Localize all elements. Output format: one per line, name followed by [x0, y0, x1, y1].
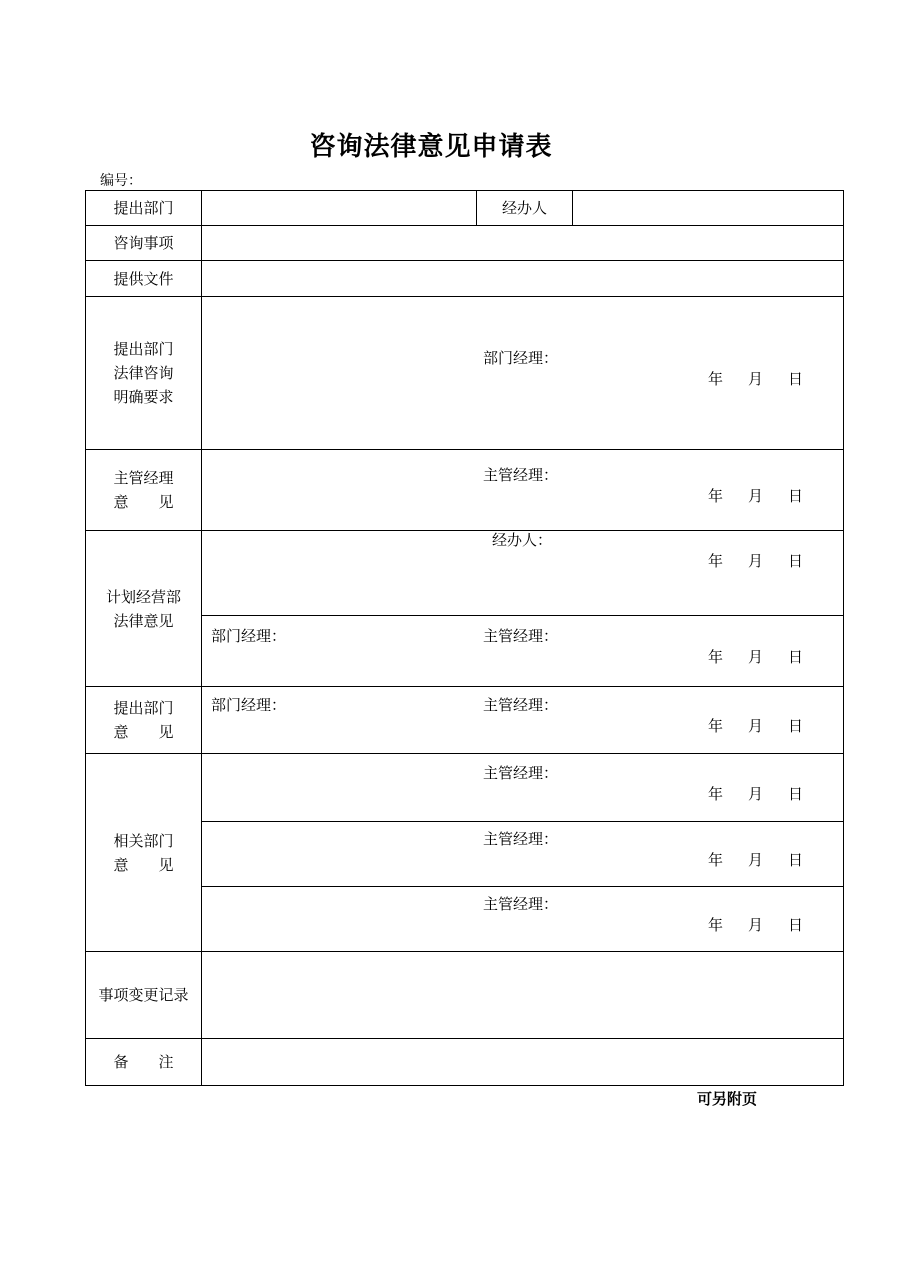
- date-month: 月: [748, 916, 764, 934]
- date-year: 年: [708, 487, 724, 505]
- dept-manager-signature-label: 部门经理：: [483, 349, 559, 367]
- related-opinion-field-1[interactable]: [202, 754, 844, 822]
- planning-opinion-field-1[interactable]: [202, 531, 844, 616]
- remarks-label-char2: 注: [158, 1053, 174, 1071]
- supervisor-opinion-label-char1: 意: [113, 493, 129, 511]
- form-row-supervisor-opinion: [86, 450, 844, 531]
- supervisor-signature-label: 主管经理：: [483, 466, 559, 484]
- form-row-planning-opinion-1: [86, 531, 844, 616]
- date-month: 月: [748, 851, 764, 869]
- application-form-table: [85, 190, 844, 1086]
- attachment-note: 可另附页: [697, 1090, 758, 1108]
- related-dept-opinion-label-char1: 意: [113, 855, 129, 874]
- dept-manager-signature-label: 部门经理：: [211, 627, 287, 645]
- date-day: 日: [788, 784, 804, 803]
- matter-label: 咨询事项: [86, 226, 202, 261]
- handler-field[interactable]: [573, 191, 844, 226]
- date-day: 日: [788, 370, 804, 388]
- date-month: 月: [748, 370, 764, 388]
- date-year: 年: [708, 717, 724, 735]
- change-record-field[interactable]: [202, 952, 844, 1039]
- form-row-documents: [86, 261, 844, 297]
- related-dept-opinion-label-line1: 相关部门: [113, 831, 174, 850]
- supervisor-signature-label: 主管经理：: [483, 696, 559, 714]
- date-day: 日: [788, 487, 804, 505]
- supervisor-signature-label: 主管经理：: [483, 895, 559, 913]
- requirements-field[interactable]: [202, 297, 844, 450]
- documents-label: 提供文件: [86, 261, 202, 297]
- matter-field[interactable]: [202, 226, 844, 261]
- form-row-remarks: [86, 1039, 844, 1086]
- proposing-dept-opinion-label-char2: 见: [158, 723, 174, 741]
- proposing-dept-opinion-field[interactable]: [202, 687, 844, 754]
- form-row-dept: [86, 191, 844, 226]
- date-month: 月: [748, 784, 764, 803]
- dept-field[interactable]: [202, 191, 477, 226]
- planning-opinion-field-2[interactable]: [202, 616, 844, 687]
- date-day: 日: [788, 717, 804, 735]
- date-month: 月: [748, 552, 764, 570]
- date-day: 日: [788, 552, 804, 570]
- date-day: 日: [788, 851, 804, 869]
- requirements-label-line2: 法律咨询: [113, 364, 174, 382]
- date-year: 年: [708, 552, 724, 570]
- handler-label: 经办人: [477, 191, 573, 226]
- dept-manager-signature-label: 部门经理：: [211, 696, 287, 714]
- proposing-dept-opinion-label: [86, 687, 202, 754]
- related-dept-opinion-label: [86, 754, 202, 952]
- planning-opinion-label: [86, 531, 202, 687]
- form-row-matter: [86, 226, 844, 261]
- requirements-label: [86, 297, 202, 450]
- change-record-label: 事项变更记录: [86, 952, 202, 1039]
- remarks-label: [86, 1039, 202, 1086]
- supervisor-signature-label: 主管经理：: [483, 627, 559, 645]
- date-year: 年: [708, 370, 724, 388]
- form-title: 咨询法律意见申请表: [309, 132, 553, 162]
- date-year: 年: [708, 916, 724, 934]
- related-opinion-field-3[interactable]: [202, 887, 844, 952]
- proposing-dept-opinion-label-char1: 意: [113, 723, 129, 741]
- date-day: 日: [788, 916, 804, 934]
- date-year: 年: [708, 784, 724, 803]
- date-year: 年: [708, 851, 724, 869]
- date-month: 月: [748, 487, 764, 505]
- date-month: 月: [748, 717, 764, 735]
- requirements-label-line1: 提出部门: [113, 340, 174, 358]
- form-row-related-opinion-1: [86, 754, 844, 822]
- planning-opinion-label-line2: 法律意见: [113, 611, 174, 630]
- form-row-requirements: [86, 297, 844, 450]
- planning-opinion-label-line1: 计划经营部: [105, 587, 181, 606]
- supervisor-opinion-label-char2: 见: [158, 493, 174, 511]
- date-year: 年: [708, 648, 724, 666]
- date-month: 月: [748, 648, 764, 666]
- remarks-field[interactable]: [202, 1039, 844, 1086]
- related-dept-opinion-label-char2: 见: [158, 855, 174, 874]
- supervisor-opinion-label-line1: 主管经理: [113, 469, 174, 487]
- supervisor-signature-label: 主管经理：: [483, 763, 559, 782]
- proposing-dept-opinion-label-line1: 提出部门: [113, 699, 174, 717]
- form-row-proposing-dept-opinion: [86, 687, 844, 754]
- dept-label: 提出部门: [86, 191, 202, 226]
- documents-field[interactable]: [202, 261, 844, 297]
- serial-number-label: 编号：: [100, 173, 142, 189]
- requirements-label-line3: 明确要求: [113, 388, 174, 406]
- handler-signature-label: 经办人：: [492, 531, 553, 549]
- form-row-change-record: [86, 952, 844, 1039]
- date-day: 日: [788, 648, 804, 666]
- remarks-label-char1: 备: [113, 1053, 129, 1071]
- related-opinion-field-2[interactable]: [202, 822, 844, 887]
- supervisor-opinion-label: [86, 450, 202, 531]
- supervisor-signature-label: 主管经理：: [483, 830, 559, 848]
- supervisor-opinion-field[interactable]: [202, 450, 844, 531]
